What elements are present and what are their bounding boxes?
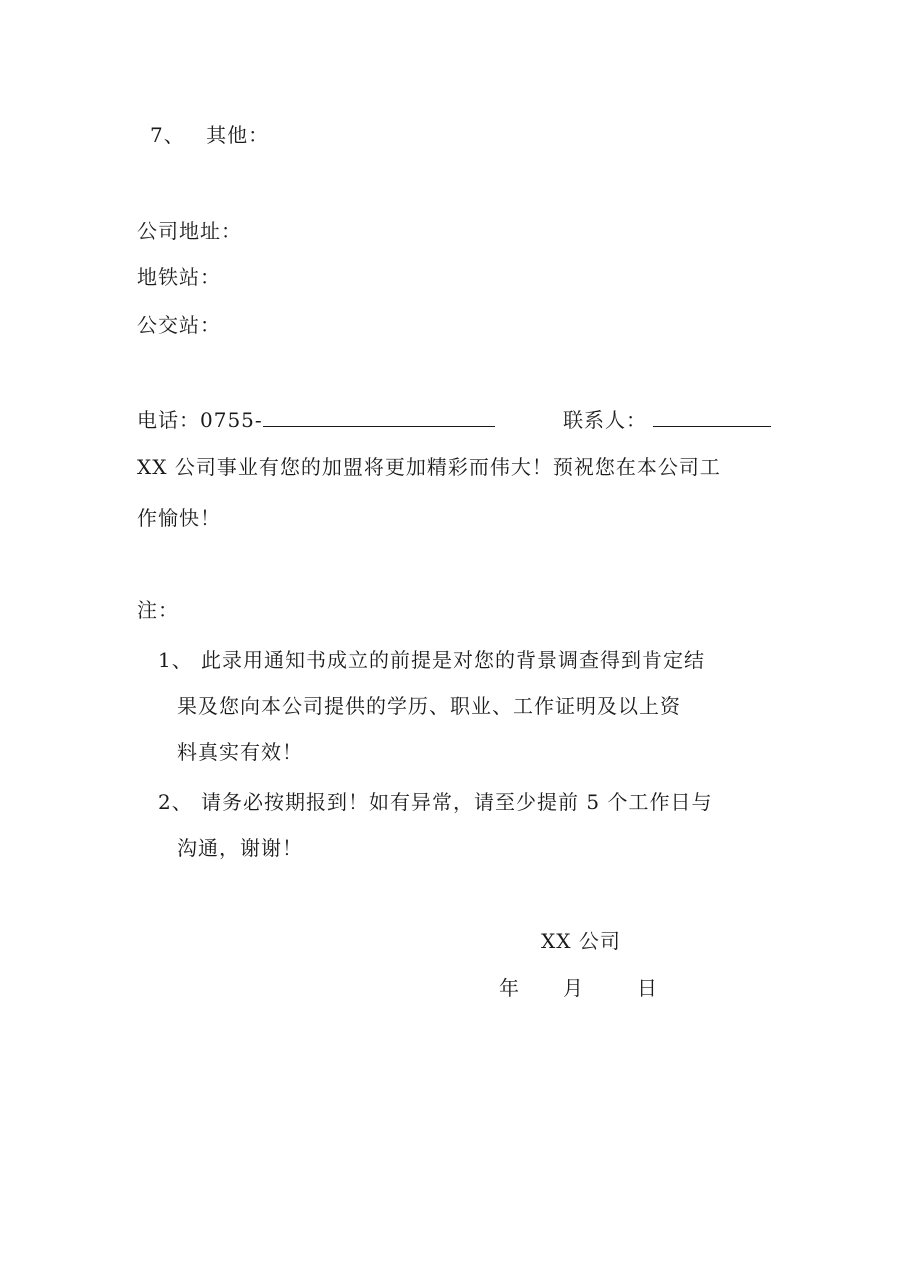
bus-station-label: 公交站： xyxy=(137,313,221,337)
notes-heading: 注： xyxy=(137,598,179,622)
contact-person-blank-field xyxy=(653,408,771,427)
phone-row xyxy=(137,408,495,432)
note-line: 此录用通知书成立的前提是对您的背景调查得到肯定结 xyxy=(201,648,705,672)
note-number: 1、 xyxy=(158,648,193,672)
signature-year: 年 xyxy=(499,976,520,1000)
section-7-heading xyxy=(150,123,269,147)
note-number: 2、 xyxy=(158,790,193,814)
section-label: 其他： xyxy=(206,123,270,147)
note-line: 请务必按期报到！如有异常，请至少提前 5 个工作日与 xyxy=(201,790,713,814)
signature-day: 日 xyxy=(637,976,658,1000)
note-line: 沟通，谢谢！ xyxy=(177,836,303,860)
signature-company: XX 公司 xyxy=(541,929,621,953)
section-number: 7、 xyxy=(150,123,185,147)
phone-blank-field xyxy=(263,408,495,427)
note-line: 果及您向本公司提供的学历、职业、工作证明及以上资 xyxy=(177,694,681,718)
metro-station-label: 地铁站： xyxy=(137,265,221,289)
company-address-label: 公司地址： xyxy=(137,219,242,243)
signature-month: 月 xyxy=(563,976,584,1000)
contact-person-row xyxy=(563,408,771,432)
welcome-line-2: 作愉快！ xyxy=(137,506,221,530)
phone-label: 电话：0755- xyxy=(137,408,263,432)
contact-person-label: 联系人： xyxy=(563,408,647,432)
note-line: 料真实有效！ xyxy=(177,740,303,764)
welcome-line-1: XX 公司事业有您的加盟将更加精彩而伟大！预祝您在本公司工 xyxy=(137,455,721,479)
